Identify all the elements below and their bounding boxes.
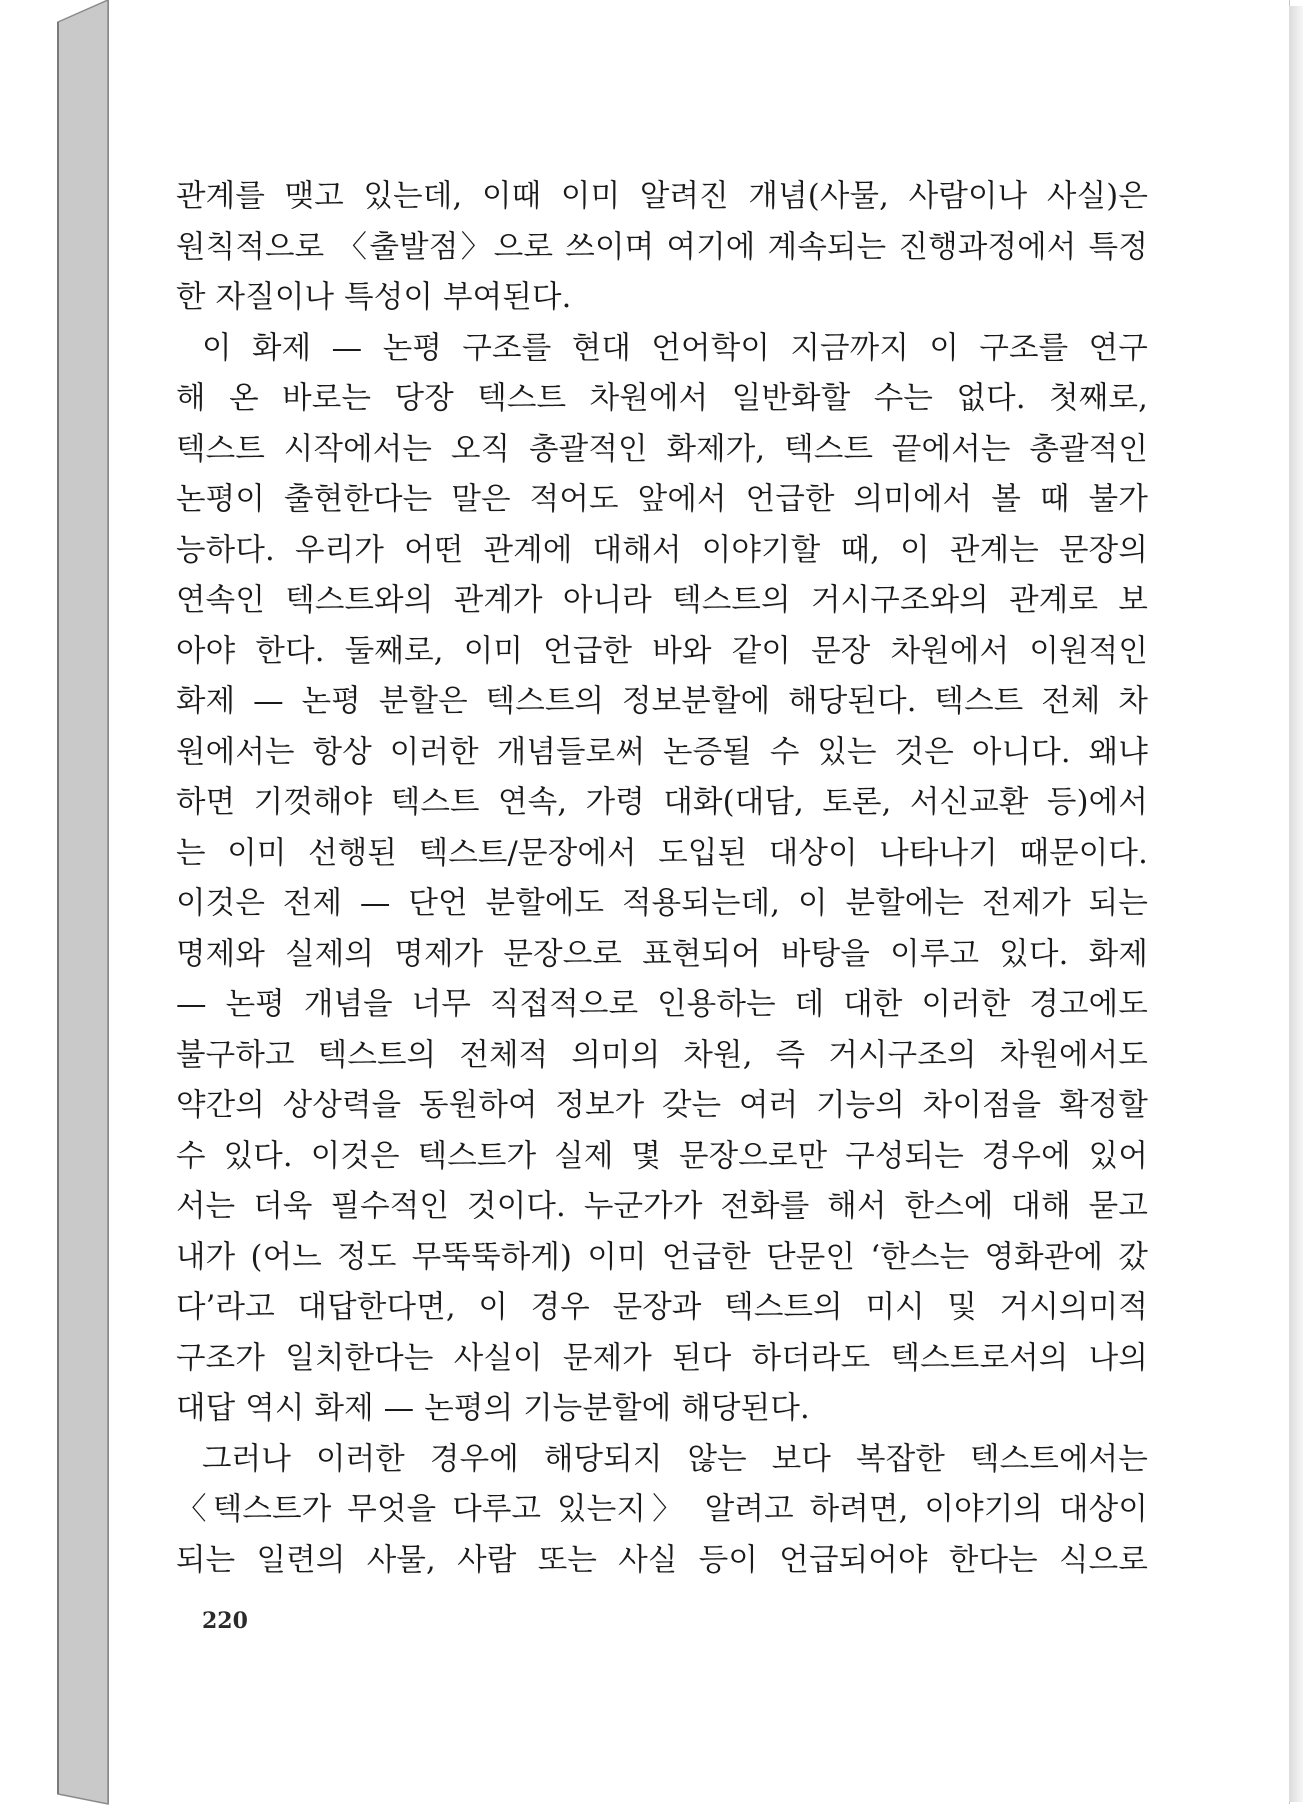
- text-line: 논평이 출현한다는 말은 적어도 앞에서 언급한 의미에서 볼 때 불가: [176, 482, 1148, 517]
- text-line: 서는 더욱 필수적인 것이다. 누군가가 전화를 해서 한스에 대해 묻고: [176, 1189, 1148, 1224]
- text-line: 그러나 이러한 경우에 해당되지 않는 보다 복잡한 텍스트에서는: [202, 1441, 1148, 1477]
- text-line: 불구하고 텍스트의 전체적 의미의 차원, 즉 거시구조의 차원에서도: [176, 1037, 1148, 1073]
- page-number: 220: [202, 1608, 248, 1634]
- text-line: 텍스트 시작에서는 오직 총괄적인 화제가, 텍스트 끝에서는 총괄적인: [176, 431, 1148, 467]
- text-line: 화제 — 논평 분할은 텍스트의 정보분할에 해당된다. 텍스트 전체 차: [176, 684, 1148, 719]
- text-line: 대답 역시 화제 — 논평의 기능분할에 해당된다.: [176, 1391, 810, 1426]
- text-line: 이것은 전제 — 단언 분할에도 적용되는데, 이 분할에는 전제가 되는: [176, 886, 1148, 921]
- paragraph: [176, 1435, 1148, 1587]
- text-line: 다’라고 대답한다면, 이 경우 문장과 텍스트의 미시 및 거시의미적: [176, 1290, 1148, 1325]
- text-line: 약간의 상상력을 동원하여 정보가 갖는 여러 기능의 차이점을 확정할: [176, 1088, 1148, 1123]
- text-line: 원에서는 항상 이러한 개념들로써 논증될 수 있는 것은 아니다. 왜냐: [176, 734, 1148, 770]
- text-line: 명제와 실제의 명제가 문장으로 표현되어 바탕을 이루고 있다. 화제: [176, 936, 1148, 972]
- paragraph: [176, 324, 1148, 1435]
- text-line: 한 자질이나 특성이 부여된다.: [176, 280, 572, 315]
- text-line: 내가 (어느 정도 무뚝뚝하게) 이미 언급한 단문인 ‘한스는 영화관에 갔: [176, 1239, 1148, 1275]
- paragraph: [176, 172, 1148, 324]
- text-line: 는 이미 선행된 텍스트/문장에서 도입된 대상이 나타나기 때문이다.: [176, 835, 1148, 871]
- text-line: 〈텍스트가 무엇을 다루고 있는지〉 알려고 하려면, 이야기의 대상이: [176, 1492, 1148, 1527]
- text-line: 아야 한다. 둘째로, 이미 언급한 바와 같이 문장 차원에서 이원적인: [176, 633, 1148, 669]
- text-line: 이 화제 — 논평 구조를 현대 언어학이 지금까지 이 구조를 연구: [202, 330, 1148, 366]
- text-line: 구조가 일치한다는 사실이 문제가 된다 하더라도 텍스트로서의 나의: [176, 1340, 1148, 1376]
- text-line: 되는 일련의 사물, 사람 또는 사실 등이 언급되어야 한다는 식으로: [176, 1542, 1148, 1578]
- text-line: 원칙적으로 〈출발점〉으로 쓰이며 여기에 계속되는 진행과정에서 특정: [176, 229, 1148, 265]
- text-line: 수 있다. 이것은 텍스트가 실제 몇 문장으로만 구성되는 경우에 있어: [176, 1138, 1148, 1174]
- text-line: 능하다. 우리가 어떤 관계에 대해서 이야기할 때, 이 관계는 문장의: [176, 532, 1148, 568]
- page-body-text: [176, 172, 1148, 1586]
- text-line: — 논평 개념을 너무 직접적으로 인용하는 데 대한 이러한 경고에도: [176, 987, 1148, 1022]
- text-line: 관계를 맺고 있는데, 이때 이미 알려진 개념(사물, 사람이나 사실)은: [176, 179, 1148, 214]
- text-line: 하면 기껏해야 텍스트 연속, 가령 대화(대담, 토론, 서신교환 등)에서: [176, 785, 1148, 820]
- text-line: 해 온 바로는 당장 텍스트 차원에서 일반화할 수는 없다. 첫째로,: [176, 381, 1148, 416]
- text-line: 연속인 텍스트와의 관계가 아니라 텍스트의 거시구조와의 관계로 보: [176, 583, 1148, 618]
